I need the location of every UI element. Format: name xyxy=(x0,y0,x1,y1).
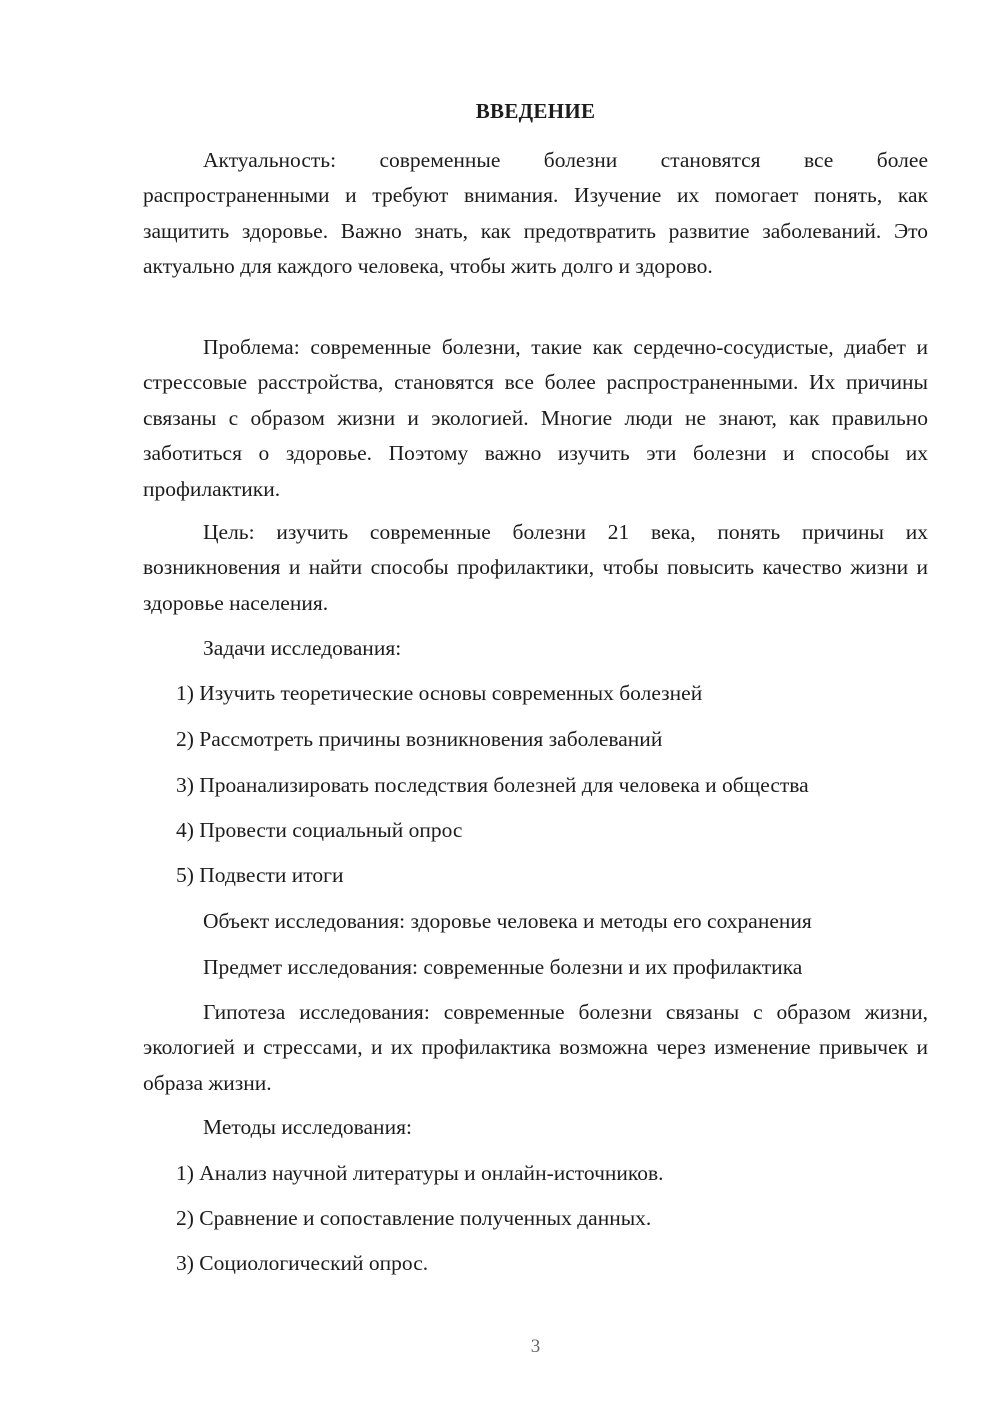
method-item: 2) Сравнение и сопоставление полученных данных. xyxy=(176,1206,652,1230)
problem-paragraph: Проблема: современные болезни, такие как сердечно-сосудистые, диабет и стрессовые расстройства, становятся все более распространенными. Их причины связаны с образом жизни и экологией. Многие люди не знают, как правильно заботиться о здоровье. Поэтому важно изучить эти болезни и способы их профилактики. xyxy=(143,335,928,501)
document-page xyxy=(143,0,928,1414)
subject-line: Предмет исследования: современные болезни и их профилактика xyxy=(203,955,803,979)
relevance-paragraph: Актуальность: современные болезни становятся все более распространенными и требуют внимания. Изучение их помогает понять, как защитить здоровье. Важно знать, как предотвратить развитие заболеваний. Это актуально для каждого человека, чтобы жить долго и здорово. xyxy=(143,148,928,279)
method-item: 3) Социологический опрос. xyxy=(176,1251,429,1275)
method-item: 1) Анализ научной литературы и онлайн-источников. xyxy=(176,1161,664,1185)
hypothesis-paragraph: Гипотеза исследования: современные болезни связаны с образом жизни, экологией и стрессами, и их профилактика возможна через изменение привычек и образа жизни. xyxy=(143,1000,928,1095)
task-item: 1) Изучить теоретические основы современных болезней xyxy=(176,681,703,705)
task-item: 4) Провести социальный опрос xyxy=(176,818,463,842)
methods-title: Методы исследования: xyxy=(203,1115,412,1139)
object-line: Объект исследования: здоровье человека и методы его сохранения xyxy=(203,909,812,933)
task-item: 3) Проанализировать последствия болезней для человека и общества xyxy=(176,773,809,797)
goal-paragraph: Цель: изучить современные болезни 21 века, понять причины их возникновения и найти способы профилактики, чтобы повысить качество жизни и здоровье населения. xyxy=(143,520,928,615)
task-item: 5) Подвести итоги xyxy=(176,863,344,887)
tasks-title: Задачи исследования: xyxy=(203,636,402,660)
task-item: 2) Рассмотреть причины возникновения заболеваний xyxy=(176,727,663,751)
section-heading: ВВЕДЕНИЕ xyxy=(475,99,596,123)
page-number: 3 xyxy=(530,1336,541,1357)
